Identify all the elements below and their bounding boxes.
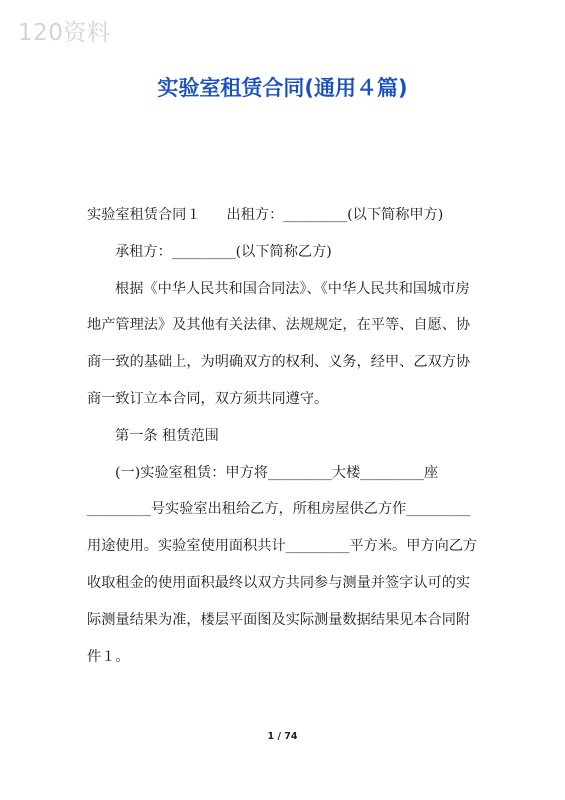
lessee-line: 承租方：_________(以下简称乙方) [115,243,332,260]
document-title: 实验室租赁合同(通用４篇) [157,76,408,100]
contract-heading-line [87,197,482,234]
page-number: 1 / 74 [267,731,298,742]
lessor-line: 出租方：_________(以下简称甲方) [226,207,444,223]
document-body [87,197,482,675]
clause-paragraph: (一)实验室租赁：甲方将_________大楼_________座_________号实验室出租给乙方，所租房屋供乙方作_________用途使用。实验室使用面积共计_________平方米。甲方向乙方收取租金的使用面积最终以双方共同参与测量并签字认可的实际测量结果为准，楼层平面图及实际测量数据结果见本合同附件１。 [87,464,478,665]
watermark-logo: 120资料 [18,20,111,46]
article-heading: 第一条 租赁范围 [115,427,219,444]
contract-number: 实验室租赁合同１ [87,207,201,223]
intro-paragraph: 根据《中华人民共和国合同法》、《中华人民共和国城市房地产管理法》及其他有关法律、法规规定，在平等、自愿、协商一致的基础上，为明确双方的权利、义务，经甲、乙双方协商一致订立本合同，双方须共同遵守。 [87,280,471,407]
